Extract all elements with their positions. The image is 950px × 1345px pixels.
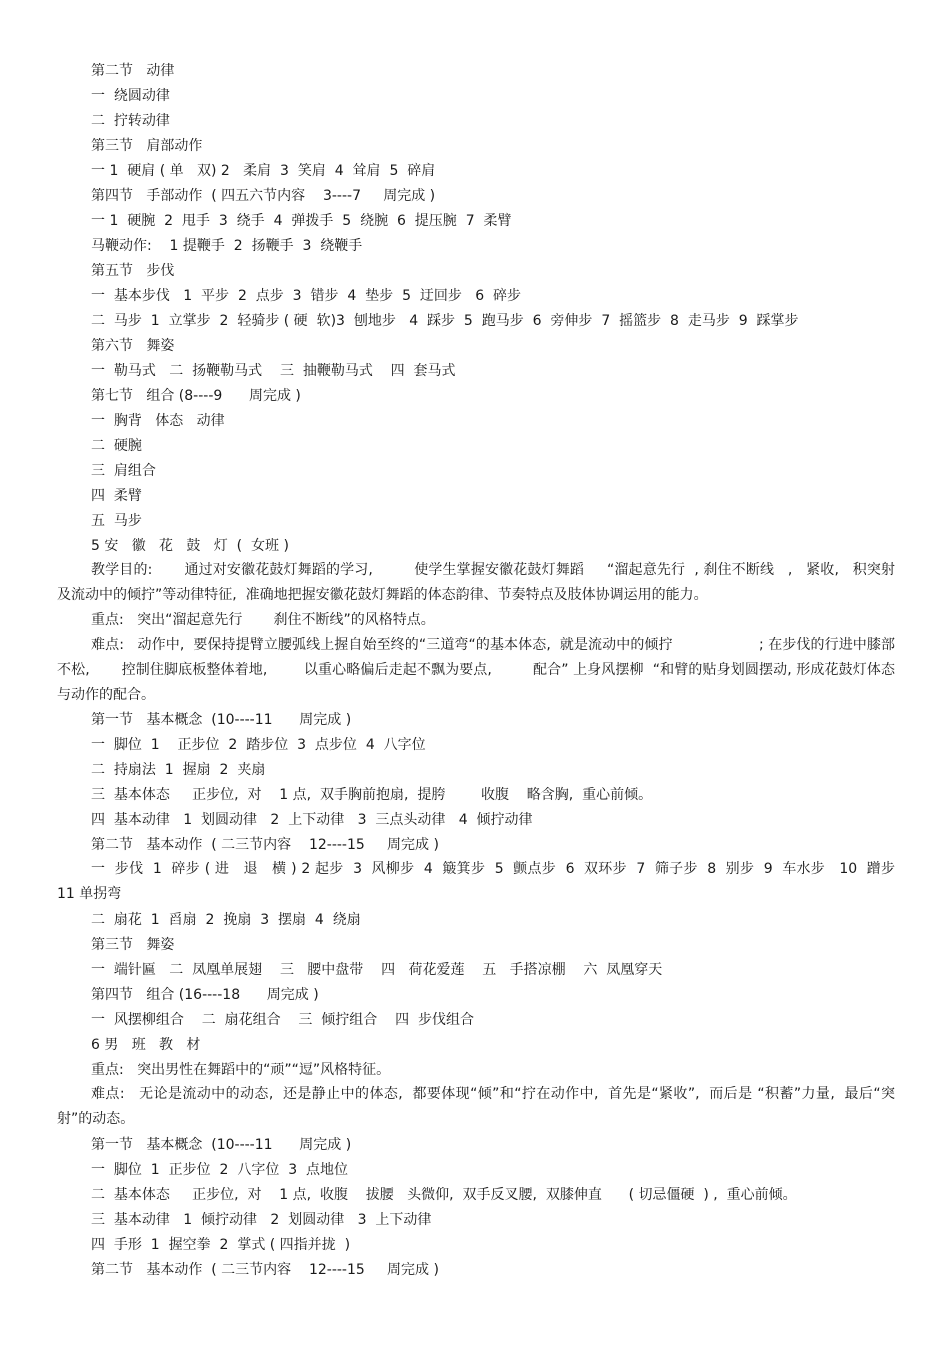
- section-heading: 第三节 舞姿: [91, 937, 175, 953]
- section-heading: 第五节 步伐: [91, 263, 175, 279]
- section-heading: 第二节 动律: [91, 63, 175, 79]
- section-heading: 第六节 舞姿: [91, 338, 175, 354]
- text-line: 马鞭动作: 1 提鞭手 2 扬鞭手 3 绕鞭手: [91, 238, 363, 254]
- text-line: 二 拧转动律: [91, 113, 170, 129]
- text-line: 一 脚位 1 正步位 2 八字位 3 点地位: [91, 1162, 349, 1178]
- key-point: 重点: 突出男性在舞蹈中的“顽”“逗”风格特征。: [91, 1062, 391, 1078]
- difficulty-paragraph: 难点: 无论是流动中的动态, 还是静止中的体态, 都要体现“倾”和“拧在动作中, 首先是“紧收”, 而后是 “积蓄”力量, 最后“突射”的动态。: [57, 1086, 895, 1127]
- text-line: 二 扇花 1 舀扇 2 挽扇 3 摆扇 4 绕扇: [91, 912, 361, 928]
- chapter-heading: 6 男 班 教 材: [91, 1037, 201, 1053]
- text-line: 二 基本体态 正步位, 对 1 点, 收腹 拔腰 头微仰, 双手反叉腰, 双膝伸直 ( 切忌僵硬 ) , 重心前倾。: [91, 1187, 797, 1203]
- text-line: 五 马步: [91, 513, 142, 529]
- key-point: 重点: 突出“溜起意先行 刹住不断线”的风格特点。: [91, 612, 435, 628]
- text-line: 三 基本体态 正步位, 对 1 点, 双手胸前抱扇, 提胯 收腹 略含胸, 重心前倾。: [91, 787, 653, 803]
- text-line: 四 手形 1 握空拳 2 掌式 ( 四指并拢 ): [91, 1237, 351, 1253]
- text-line: 一 勒马式 二 扬鞭勒马式 三 抽鞭勒马式 四 套马式: [91, 363, 456, 379]
- teaching-goal-paragraph: 教学目的: 通过对安徽花鼓灯舞蹈的学习, 使学生掌握安徽花鼓灯舞蹈 “溜起意先行 , 刹住不断线 , 紧收, 积突射及流动中的倾拧”等动律特征, 准确地把握安徽花鼓灯舞蹈的体态韵律、节奏特点及肢体协调运用的能力。: [57, 562, 895, 603]
- section-heading: 第七节 组合 (8----9 周完成 ): [91, 388, 301, 404]
- difficulty-paragraph: 难点: 动作中, 要保持提臂立腰弧线上握自始至终的“三道弯“的基本体态, 就是流动中的倾拧 ; 在步伐的行进中膝部不松, 控制住脚底板整体着地, 以重心略偏后走起不飘为要点, 配合” 上身风摆柳 “和臂的贴身划圆摆动, 形成花鼓灯体态与动作的配合。: [57, 637, 895, 703]
- text-line: 四 柔臂: [91, 488, 142, 504]
- section-heading: 第二节 基本动作 ( 二三节内容 12----15 周完成 ): [91, 1262, 439, 1278]
- section-heading: 第三节 肩部动作: [91, 138, 203, 154]
- section-heading: 第四节 组合 (16----18 周完成 ): [91, 987, 319, 1003]
- text-line: 四 基本动律 1 划圆动律 2 上下动律 3 三点头动律 4 倾拧动律: [91, 812, 533, 828]
- section-heading: 第一节 基本概念 (10----11 周完成 ): [91, 1137, 352, 1153]
- text-line: 三 基本动律 1 倾拧动律 2 划圆动律 3 上下动律: [91, 1212, 432, 1228]
- section-heading: 第四节 手部动作 ( 四五六节内容 3----7 周完成 ): [91, 188, 436, 204]
- chapter-heading: 5 安 徽 花 鼓 灯 ( 女班 ): [91, 538, 289, 554]
- section-heading: 第一节 基本概念 (10----11 周完成 ): [91, 712, 352, 728]
- text-line: 一 1 硬腕 2 甩手 3 绕手 4 弹拨手 5 绕腕 6 提压腕 7 柔臂: [91, 213, 512, 229]
- text-line: 二 马步 1 立掌步 2 轻骑步 ( 硬 软)3 刨地步 4 踩步 5 跑马步 6 旁伸步 7 摇篮步 8 走马步 9 踩掌步: [91, 313, 799, 329]
- text-line: 一 绕圆动律: [91, 88, 170, 104]
- text-line: 一 1 硬肩 ( 单 双) 2 柔肩 3 笑肩 4 耸肩 5 碎肩: [91, 163, 436, 179]
- text-line: 一 风摆柳组合 二 扇花组合 三 倾拧组合 四 步伐组合: [91, 1012, 475, 1028]
- text-line: 一 胸背 体态 动律: [91, 413, 225, 429]
- text-line: 一 基本步伐 1 平步 2 点步 3 错步 4 垫步 5 迂回步 6 碎步: [91, 288, 522, 304]
- text-line: 二 持扇法 1 握扇 2 夹扇: [91, 762, 266, 778]
- section-heading: 第二节 基本动作 ( 二三节内容 12----15 周完成 ): [91, 837, 439, 853]
- text-line: 二 硬腕: [91, 438, 142, 454]
- step-list-paragraph: 一 步伐 1 碎步 ( 进 退 横 ) 2 起步 3 风柳步 4 簸箕步 5 颤点步 6 双环步 7 筛子步 8 别步 9 车水步 10 蹭步 11 单拐弯: [57, 861, 904, 902]
- text-line: 三 肩组合: [91, 463, 156, 479]
- text-line: 一 端针匾 二 凤凰单展翅 三 腰中盘带 四 荷花爱莲 五 手搭凉棚 六 凤凰穿天: [91, 962, 663, 978]
- text-line: 一 脚位 1 正步位 2 踏步位 3 点步位 4 八字位: [91, 737, 426, 753]
